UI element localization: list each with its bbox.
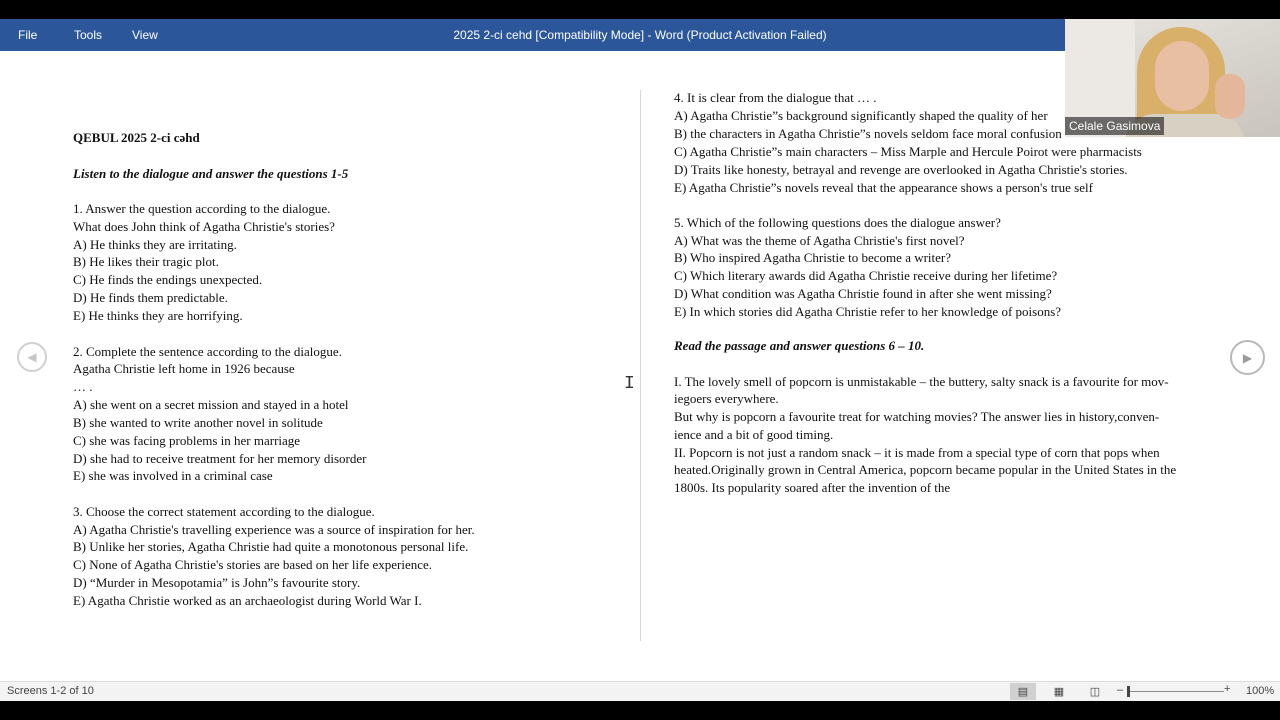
left-line: QEBUL 2025 2-ci cəhd: [73, 130, 200, 145]
right-line: A) Agatha Christie”s background significantly shaped the quality of her: [674, 108, 1048, 123]
zoom-level[interactable]: 100%: [1246, 685, 1275, 697]
right-line: E) Agatha Christie”s novels reveal that the appearance shows a person's true self: [674, 180, 1093, 195]
right-line: iegoers everywhere.: [674, 391, 779, 406]
print-layout-button[interactable]: [1046, 683, 1072, 700]
right-line: E) In which stories did Agatha Christie refer to her knowledge of poisons?: [674, 304, 1062, 319]
left-line: A) He thinks they are irritating.: [73, 237, 237, 252]
book-icon: ▤: [1017, 686, 1029, 698]
window-title: 2025 2-ci cehd [Compatibility Mode] - Word (Product Activation Failed): [453, 28, 827, 42]
web-layout-icon: ◫: [1089, 686, 1101, 698]
left-line: A) Agatha Christie's travelling experience was a source of inspiration for her.: [73, 522, 475, 537]
bottom-black-bar: [0, 701, 1280, 720]
left-line: B) Unlike her stories, Agatha Christie had quite a monotonous personal life.: [73, 539, 469, 554]
left-line: Listen to the dialogue and answer the questions 1-5: [73, 166, 349, 181]
right-line: C) Agatha Christie”s main characters – Miss Marple and Hercule Poirot were pharmacists: [674, 144, 1142, 159]
left-line: A) she went on a secret mission and stayed in a hotel: [73, 397, 349, 412]
left-line: E) He thinks they are horrifying.: [73, 308, 243, 323]
right-line: 5. Which of the following questions does the dialogue answer?: [674, 215, 1001, 230]
top-black-bar: [0, 0, 1280, 19]
right-line: heated.Originally grown in Central America, popcorn became popular in the United States in the: [674, 462, 1177, 477]
menu-file[interactable]: File: [18, 28, 38, 42]
right-line: C) Which literary awards did Agatha Christie receive during her lifetime?: [674, 268, 1058, 283]
web-layout-button[interactable]: [1082, 683, 1108, 700]
left-line: D) “Murder in Mesopotamia” is John”s favourite story.: [73, 575, 361, 590]
right-line: A) What was the theme of Agatha Christie's first novel?: [674, 233, 965, 248]
left-line: C) she was facing problems in her marriage: [73, 433, 301, 448]
right-line: 1800s. Its popularity soared after the invention of the: [674, 480, 951, 495]
right-line: B) Who inspired Agatha Christie to become a writer?: [674, 250, 952, 265]
left-line: What does John think of Agatha Christie's stories?: [73, 219, 335, 234]
right-line: 4. It is clear from the dialogue that … .: [674, 90, 877, 105]
right-line: D) Traits like honesty, betrayal and revenge are overlooked in Agatha Christie's stories.: [674, 162, 1128, 177]
left-line: D) she had to receive treatment for her memory disorder: [73, 451, 367, 466]
left-line: B) she wanted to write another novel in solitude: [73, 415, 323, 430]
status-bar: [0, 681, 1280, 701]
left-line: Agatha Christie left home in 1926 because: [73, 361, 295, 376]
left-line: C) He finds the endings unexpected.: [73, 272, 263, 287]
left-line: B) He likes their tragic plot.: [73, 254, 219, 269]
left-line: … .: [73, 379, 93, 394]
menu-view[interactable]: View: [132, 28, 158, 42]
read-mode-button[interactable]: [1010, 683, 1036, 700]
left-line: 3. Choose the correct statement according to the dialogue.: [73, 504, 375, 519]
text-cursor-icon: I: [624, 374, 635, 394]
participant-name: Celale Gasimova: [1065, 117, 1164, 135]
right-line: D) What condition was Agatha Christie found in after she went missing?: [674, 286, 1052, 301]
right-line: Read the passage and answer questions 6 – 10.: [674, 338, 925, 353]
webcam-overlay: [1065, 19, 1280, 137]
left-line: D) He finds them predictable.: [73, 290, 228, 305]
zoom-slider[interactable]: [1130, 691, 1224, 692]
zoom-out-button[interactable]: –: [1117, 684, 1124, 696]
right-line: B) the characters in Agatha Christie”s novels seldom face moral confusion: [674, 126, 1062, 141]
chevron-left-icon: ◀: [27, 350, 37, 364]
right-line: I. The lovely smell of popcorn is unmistakable – the buttery, salty snack is a favourite for mov-: [674, 374, 1169, 389]
menu-tools[interactable]: Tools: [74, 28, 103, 42]
chevron-right-icon: ▶: [1242, 350, 1253, 365]
screen-count: Screens 1-2 of 10: [7, 685, 94, 697]
right-line: ience and a bit of good timing.: [674, 427, 834, 442]
previous-page-button[interactable]: [17, 342, 47, 372]
zoom-in-button[interactable]: +: [1224, 683, 1231, 695]
left-line: E) Agatha Christie worked as an archaeologist during World War I.: [73, 593, 422, 608]
left-line: E) she was involved in a criminal case: [73, 468, 273, 483]
left-line: 2. Complete the sentence according to the dialogue.: [73, 344, 342, 359]
page-divider: [640, 90, 641, 641]
left-line: C) None of Agatha Christie's stories are based on her life experience.: [73, 557, 432, 572]
zoom-slider-thumb[interactable]: [1127, 686, 1130, 697]
right-line: II. Popcorn is not just a random snack – it is made from a special type of corn that pops when: [674, 445, 1160, 460]
page-icon: ▦: [1053, 686, 1065, 698]
left-line: 1. Answer the question according to the dialogue.: [73, 201, 331, 216]
right-line: But why is popcorn a favourite treat for watching movies? The answer lies in history,conven-: [674, 409, 1160, 424]
next-page-button[interactable]: [1230, 340, 1265, 375]
